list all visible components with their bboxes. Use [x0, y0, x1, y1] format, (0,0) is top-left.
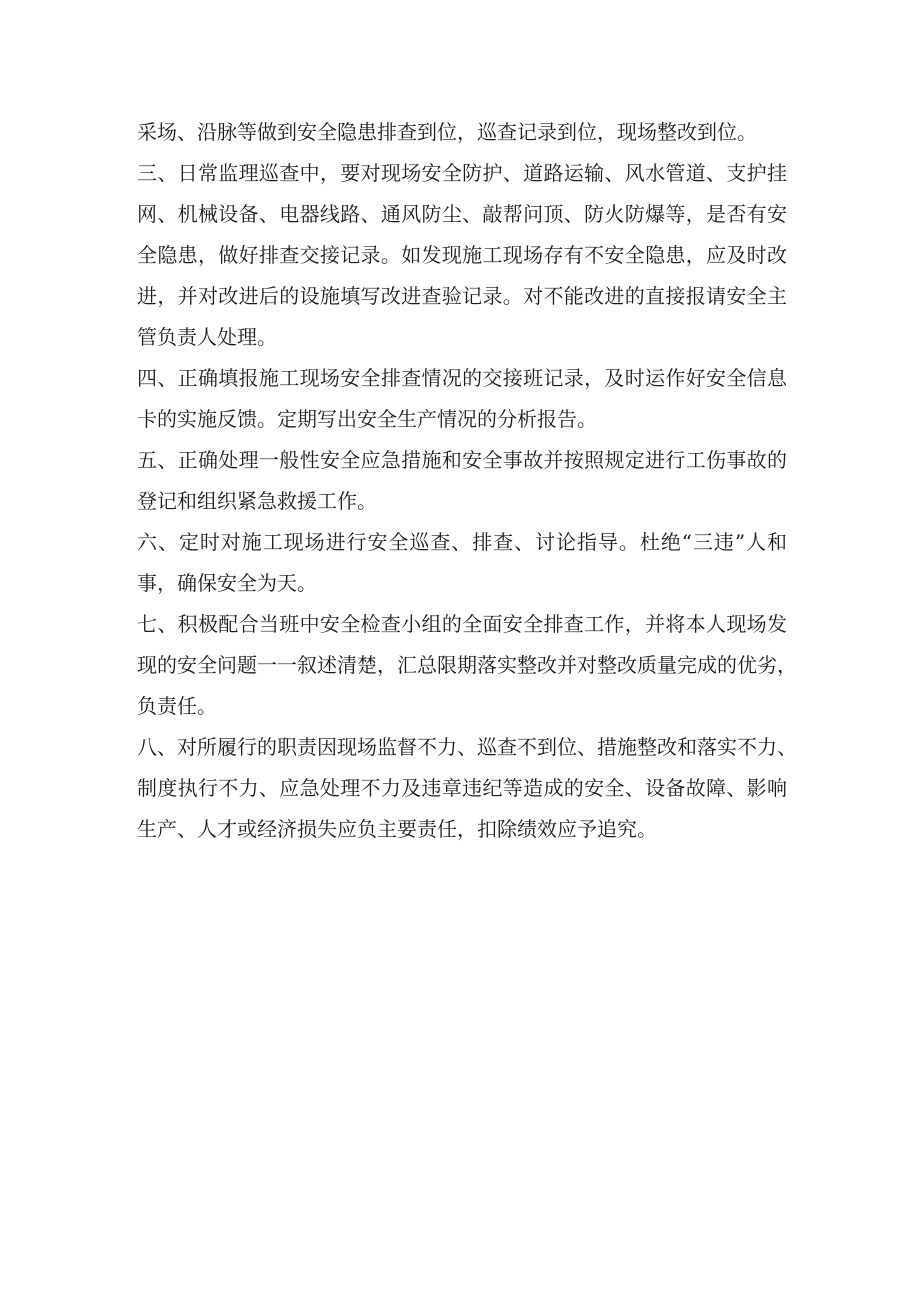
- text-line: 采场、沿脉等做到安全隐患排查到位，巡查记录到位，现场整改到位。: [137, 120, 757, 144]
- paragraph-item-3: [137, 154, 787, 356]
- text-line: 事，确保安全为天。: [137, 571, 317, 595]
- text-line: 全隐患，做好排查交接记录。如发现施工现场存有不安全隐患，应及时改: [137, 243, 787, 267]
- paragraph-continuation: [137, 113, 787, 151]
- text-line: 网、机械设备、电器线路、通风防尘、敲帮问顶、防火防爆等，是否有安: [137, 202, 787, 226]
- paragraph-item-8: [137, 728, 797, 848]
- text-line: 制度执行不力、应急处理不力及违章违纪等造成的安全、设备故障、影响: [137, 776, 787, 800]
- text-line: 八、对所履行的职责因现场监督不力、巡查不到位、措施整改和落实不力、: [137, 735, 797, 759]
- text-line: 管负责人处理。: [137, 325, 277, 349]
- text-line: 登记和组织紧急救援工作。: [137, 489, 377, 513]
- text-line: 现的安全问题一一叙述清楚，汇总限期落实整改并对整改质量完成的优劣，: [137, 653, 797, 677]
- text-line: 七、积极配合当班中安全检查小组的全面安全排查工作，并将本人现场发: [137, 612, 787, 636]
- paragraph-item-7: [137, 605, 797, 725]
- text-line: 三、日常监理巡查中，要对现场安全防护、道路运输、风水管道、支护挂: [137, 161, 787, 185]
- text-line: 五、正确处理一般性安全应急措施和安全事故并按照规定进行工伤事故的: [137, 448, 787, 472]
- paragraph-item-4: [137, 359, 787, 438]
- text-line: 生产、人才或经济损失应负主要责任，扣除绩效应予追究。: [137, 817, 657, 841]
- text-line: 六、定时对施工现场进行安全巡查、排查、讨论指导。杜绝“三违”人和: [137, 530, 787, 554]
- text-line: 进，并对改进后的设施填写改进查验记录。对不能改进的直接报请安全主: [137, 284, 787, 308]
- text-line: 四、正确填报施工现场安全排查情况的交接班记录，及时运作好安全信息: [137, 366, 787, 390]
- text-line: 卡的实施反馈。定期写出安全生产情况的分析报告。: [137, 407, 597, 431]
- paragraph-item-5: [137, 441, 787, 520]
- text-line: 负责任。: [137, 694, 217, 718]
- paragraph-item-6: [137, 523, 787, 602]
- document-body: [137, 113, 797, 851]
